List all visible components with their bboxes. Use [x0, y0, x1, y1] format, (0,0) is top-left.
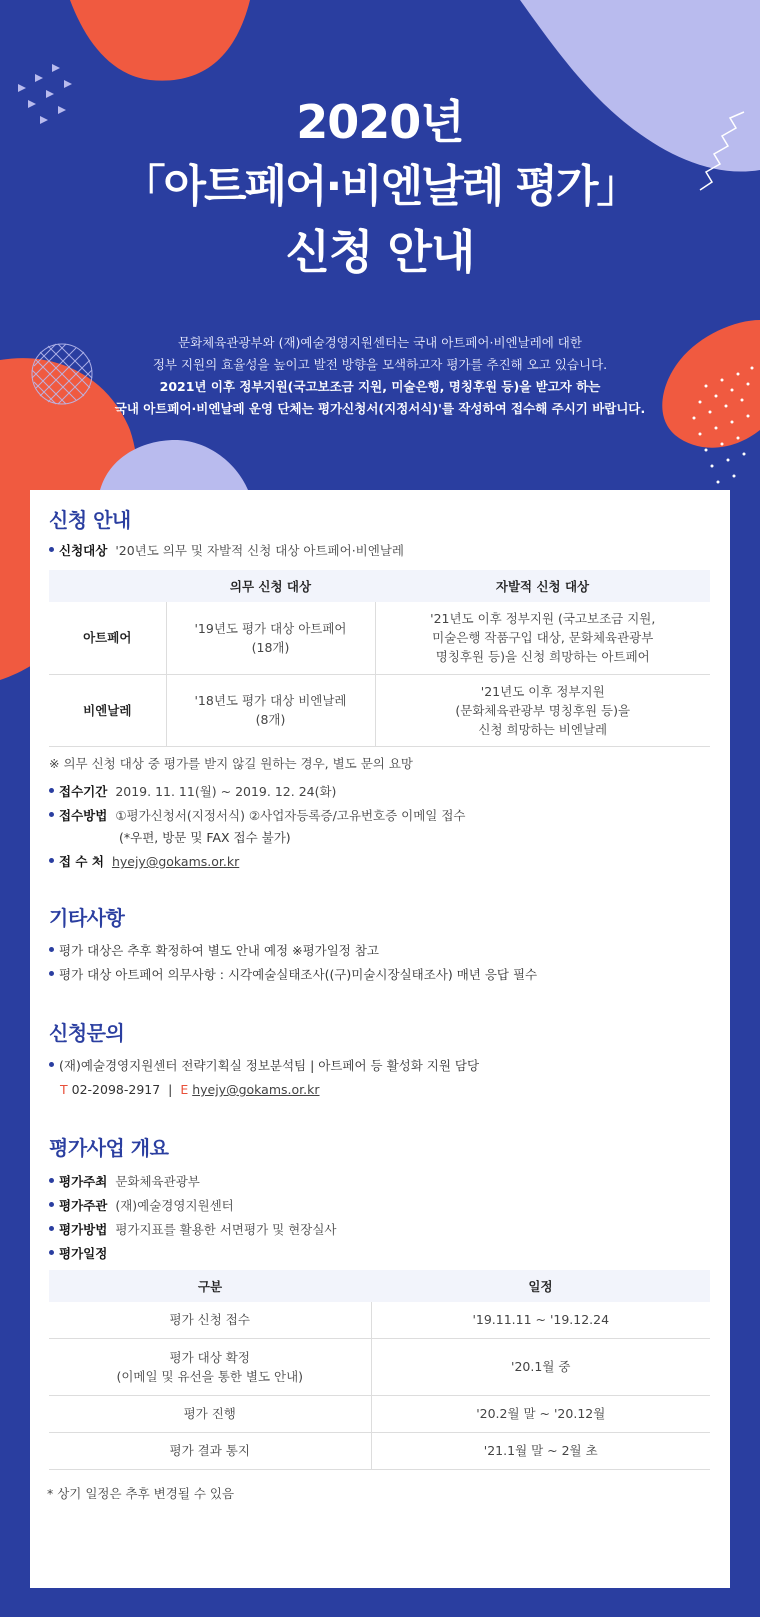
bullet-icon	[49, 1202, 54, 1207]
cell-line: (이메일 및 유선을 통한 별도 안내)	[116, 1368, 304, 1384]
table-row	[49, 1395, 710, 1432]
cell-line: 명칭후원 등)을 신청 희망하는 아트페어	[435, 649, 650, 665]
host-row	[49, 1172, 200, 1192]
intro-line: 문화체육관광부와 (재)예술경영지원센터는 국내 아트페어·비엔날레에 대한	[178, 335, 582, 350]
schedule-item	[49, 1302, 371, 1338]
table-header: 구분	[49, 1270, 371, 1302]
table-row	[49, 1302, 710, 1338]
table-header-row	[49, 570, 710, 602]
schedule-item	[49, 1338, 371, 1395]
method-note: (*우편, 방문 및 FAX 접수 불가)	[119, 830, 291, 845]
target-label: 신청대상	[59, 543, 108, 558]
bullet-icon	[49, 971, 54, 976]
intro-line-bold: 2021년 이후 정부지원(국고보조금 지원, 미술은행, 명칭후원 등)을 받고자 하는	[159, 379, 601, 394]
title-sub: 신청 안내	[285, 225, 475, 279]
table-header	[49, 570, 166, 602]
cell-line: 미술은행 작품구입 대상, 문화체육관광부	[432, 630, 654, 646]
eval-method-value: 평가지표를 활용한 서면평가 및 현장실사	[115, 1222, 337, 1237]
cell-voluntary	[375, 674, 710, 746]
table-row	[49, 674, 710, 746]
table-header: 자발적 신청 대상	[375, 570, 710, 602]
cell-line: '21년도 이후 정부지원 (국고보조금 지원,	[430, 611, 656, 627]
cell-line: (문화체육관광부 명칭후원 등)을	[455, 702, 631, 718]
bullet-icon	[49, 947, 54, 952]
target-row	[49, 541, 404, 561]
bullet-icon	[49, 1250, 54, 1255]
host-value: 문화체육관광부	[115, 1174, 200, 1189]
schedule-item	[49, 1395, 371, 1432]
list-item	[49, 941, 379, 961]
cell-voluntary	[375, 602, 710, 674]
eval-method-label: 평가방법	[59, 1222, 108, 1237]
organizer-label: 평가주관	[59, 1198, 108, 1213]
title-main: 「아트페어·비엔날레 평가」	[121, 161, 639, 212]
section-heading-etc: 기타사항	[49, 906, 125, 930]
period-value: 2019. 11. 11(월) ~ 2019. 12. 24(화)	[115, 784, 337, 799]
place-row	[49, 852, 239, 872]
period-label: 접수기간	[59, 784, 108, 799]
cell-mandatory	[166, 674, 375, 746]
section-heading-apply: 신청 안내	[49, 508, 131, 532]
schedule-date: '19.11.11 ~ '19.12.24	[371, 1302, 710, 1338]
table-row	[49, 1338, 710, 1395]
method-row	[49, 806, 466, 826]
table-note: ※ 의무 신청 대상 중 평가를 받지 않길 원하는 경우, 별도 문의 요망	[49, 756, 414, 771]
list-item-text: 평가 대상은 추후 확정하여 별도 안내 예정 ※평가일정 참고	[59, 943, 379, 958]
cell-line: (18개)	[251, 639, 290, 655]
organizer-row	[49, 1196, 234, 1216]
table-header: 의무 신청 대상	[166, 570, 375, 602]
cell-mandatory	[166, 602, 375, 674]
schedule-date: '20.1월 중	[371, 1338, 710, 1395]
coral-blob-top	[70, 0, 250, 81]
organizer-value: (재)예술경영지원센터	[115, 1198, 234, 1213]
list-item	[49, 965, 537, 985]
contact-org-row	[49, 1056, 479, 1076]
hero-title	[0, 92, 760, 282]
content-card	[30, 490, 730, 1588]
intro-line-bold: 국내 아트페어·비엔날레 운영 단체는 평가신청서(지정서식)'를 작성하여 접수해 주시기 바랍니다.	[114, 401, 646, 416]
schedule-date: '20.2월 말 ~ '20.12월	[371, 1395, 710, 1432]
table-header: 일정	[371, 1270, 710, 1302]
table-row	[49, 602, 710, 674]
row-label: 비엔날레	[49, 674, 166, 746]
phone-label: T	[60, 1082, 68, 1097]
cell-line: 신청 희망하는 비엔날레	[478, 721, 608, 737]
cell-line: 평가 결과 통지	[169, 1443, 250, 1458]
contact-detail-row	[60, 1080, 320, 1100]
bullet-icon	[49, 1226, 54, 1231]
host-label: 평가주최	[59, 1174, 108, 1189]
place-label: 접 수 처	[59, 854, 104, 869]
bullet-icon	[49, 1178, 54, 1183]
schedule-item	[49, 1432, 371, 1469]
method-value: ①평가신청서(지정서식) ②사업자등록증/고유번호증 이메일 접수	[115, 808, 466, 823]
bullet-icon	[49, 788, 54, 793]
bullet-icon	[49, 547, 54, 552]
schedule-label: 평가일정	[59, 1246, 108, 1261]
schedule-date: '21.1월 말 ~ 2월 초	[371, 1432, 710, 1469]
separator: |	[168, 1082, 173, 1097]
method-label: 접수방법	[59, 808, 108, 823]
cell-line: 평가 진행	[183, 1406, 236, 1421]
list-item-text: 평가 대상 아트페어 의무사항 : 시각예술실태조사((구)미술시장실태조사) 매년 응답 필수	[59, 967, 538, 982]
table-row	[49, 1432, 710, 1469]
email-label: E	[180, 1082, 189, 1097]
cell-line: (8개)	[255, 712, 286, 727]
intro-text	[0, 332, 760, 420]
title-year: 2020년	[296, 95, 464, 149]
eval-method-row	[49, 1220, 336, 1240]
place-email-link[interactable]: hyejy@gokams.or.kr	[111, 854, 240, 869]
section-heading-overview: 평가사업 개요	[49, 1136, 169, 1160]
cell-line: '19년도 평가 대상 아트페어	[194, 620, 347, 636]
schedule-table	[49, 1270, 710, 1470]
cell-line: 평가 신청 접수	[169, 1312, 250, 1328]
row-label: 아트페어	[49, 602, 166, 674]
intro-line: 정부 지원의 효율성을 높이고 발전 방향을 모색하고자 평가를 추진해 오고 있습니다.	[152, 357, 608, 372]
schedule-footnote: * 상기 일정은 추후 변경될 수 있음	[47, 1486, 235, 1501]
cell-line: 평가 대상 확정	[169, 1349, 250, 1365]
contact-org: (재)예술경영지원센터 전략기획실 정보분석팀 | 아트페어 등 활성화 지원 담당	[59, 1058, 480, 1073]
table-header-row	[49, 1270, 710, 1302]
cell-line: '18년도 평가 대상 비엔날레	[194, 693, 347, 708]
bullet-icon	[49, 858, 54, 863]
period-row	[49, 782, 336, 802]
bullet-icon	[49, 812, 54, 817]
bullet-icon	[49, 1062, 54, 1067]
target-value: '20년도 의무 및 자발적 신청 대상 아트페어·비엔날레	[115, 543, 404, 558]
schedule-row	[49, 1244, 107, 1264]
section-heading-contact: 신청문의	[49, 1021, 125, 1045]
phone-number: 02-2098-2917	[71, 1082, 161, 1097]
cell-line: '21년도 이후 정부지원	[480, 683, 605, 699]
target-table	[49, 570, 710, 747]
contact-email-link[interactable]: hyejy@gokams.or.kr	[192, 1082, 320, 1097]
